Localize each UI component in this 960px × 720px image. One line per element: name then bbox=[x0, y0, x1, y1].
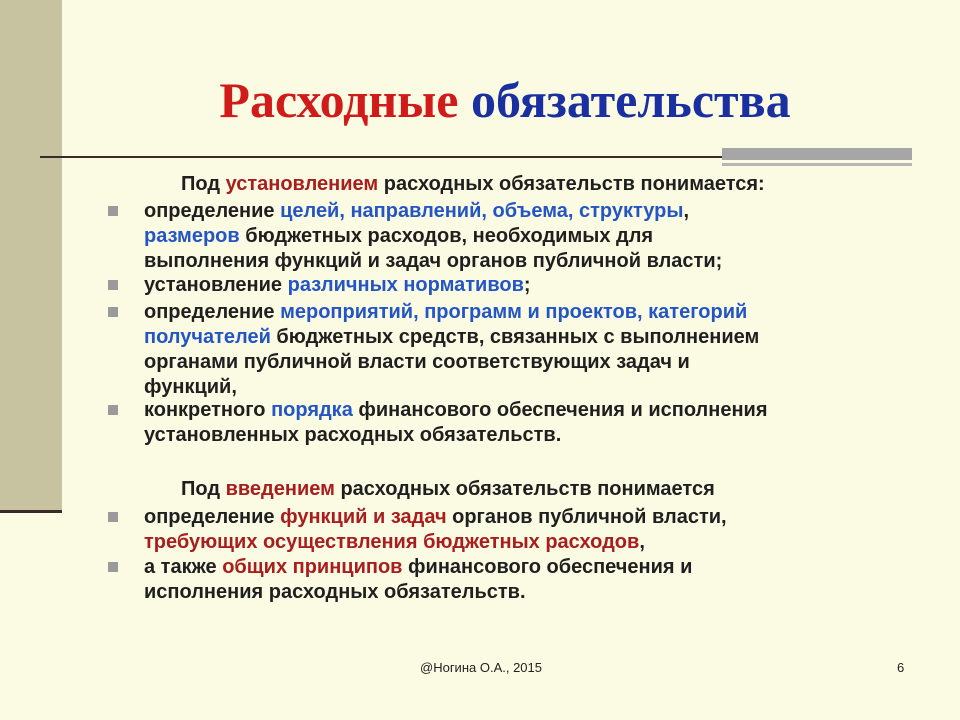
item-text: установленных расходных обязательств. bbox=[144, 424, 562, 446]
list-item bbox=[144, 555, 924, 605]
item-text: , bbox=[683, 200, 689, 222]
item-text: органов публичной власти, bbox=[446, 506, 727, 528]
item-text: исполнения расходных обязательств. bbox=[144, 581, 526, 603]
item-text: , bbox=[639, 531, 645, 553]
divider-gray-line bbox=[722, 163, 912, 166]
title-part-1: Расходные bbox=[219, 72, 459, 128]
title-divider bbox=[40, 156, 722, 158]
item-text: установление bbox=[144, 274, 288, 296]
item-highlight: функций и задач bbox=[280, 506, 447, 528]
intro2-text-1: Под bbox=[181, 478, 226, 500]
item-text: определение bbox=[144, 200, 281, 222]
list-item bbox=[144, 199, 924, 274]
item-text: бюджетных средств, связанных с выполнением bbox=[270, 326, 760, 348]
item-text: функций, bbox=[144, 376, 237, 398]
slide-title bbox=[0, 70, 960, 130]
left-decor-line bbox=[0, 510, 62, 513]
divider-gray-block bbox=[722, 148, 912, 160]
list-item bbox=[144, 273, 924, 298]
intro-establishment bbox=[181, 172, 765, 197]
item-highlight: размеров bbox=[144, 225, 240, 247]
item-highlight: целей, направлений, объема, структуры bbox=[280, 200, 684, 222]
bullet-square-icon bbox=[108, 206, 118, 216]
bullet-square-icon bbox=[108, 562, 118, 572]
intro2-text-2: расходных обязательств понимается bbox=[334, 478, 715, 500]
item-text: бюджетных расходов, необходимых для bbox=[239, 225, 654, 247]
item-text: ; bbox=[523, 274, 531, 296]
bullet-square-icon bbox=[108, 307, 118, 317]
item-highlight: общих принципов bbox=[222, 556, 403, 578]
intro1-text-1: Под bbox=[181, 173, 226, 195]
item-text: а также bbox=[144, 556, 223, 578]
list-item bbox=[144, 300, 924, 400]
item-text: конкретного bbox=[144, 399, 272, 421]
bullet-square-icon bbox=[108, 405, 118, 415]
list-item bbox=[144, 505, 924, 555]
title-part-2: обязательства bbox=[470, 72, 791, 128]
item-highlight: получателей bbox=[144, 326, 271, 348]
item-text: органами публичной власти соответствующих задач и bbox=[144, 351, 690, 373]
item-text: финансового обеспечения и исполнения bbox=[352, 399, 768, 421]
bullet-square-icon bbox=[108, 512, 118, 522]
page-number: 6 bbox=[897, 660, 905, 675]
item-highlight: требующих осуществления бюджетных расходов bbox=[144, 531, 640, 553]
footer-author: @Ногина О.А., 2015 bbox=[420, 660, 542, 675]
item-highlight: различных нормативов bbox=[287, 274, 524, 296]
intro1-text-2: расходных обязательств понимается: bbox=[378, 173, 765, 195]
item-highlight: мероприятий, программ и проектов, категорий bbox=[280, 301, 748, 323]
list-item bbox=[144, 398, 924, 448]
intro-introduction bbox=[181, 477, 715, 502]
intro1-keyword: установлением bbox=[225, 173, 379, 195]
intro2-keyword: введением bbox=[225, 478, 335, 500]
item-text: определение bbox=[144, 506, 281, 528]
bullet-square-icon bbox=[108, 280, 118, 290]
item-text: определение bbox=[144, 301, 281, 323]
item-text: выполнения функций и задач органов публичной власти; bbox=[144, 250, 723, 272]
item-text: финансового обеспечения и bbox=[402, 556, 693, 578]
item-highlight: порядка bbox=[271, 399, 353, 421]
